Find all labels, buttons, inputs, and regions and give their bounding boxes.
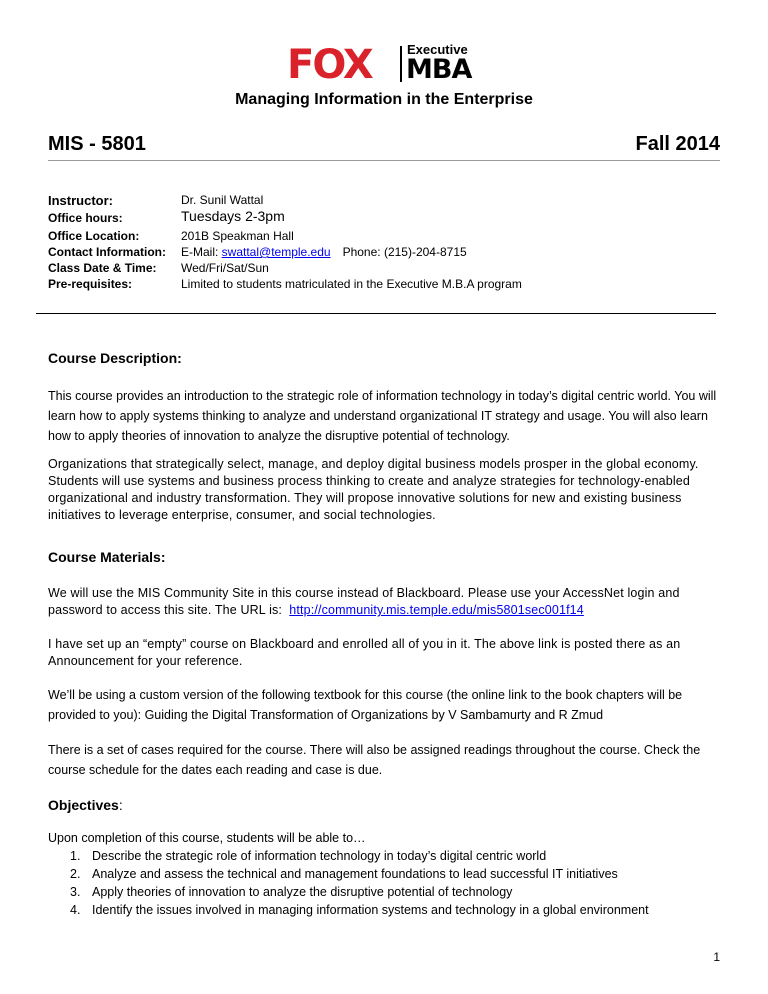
logo-divider [400,46,402,82]
list-item: 4. Identify the issues involved in managing information systems and technology in a global environment [70,903,649,917]
logo-mba-text: MBA [406,54,472,85]
prerequisites-label: Pre-requisites: [48,277,133,291]
email-prefix: E-Mail: [181,245,222,259]
objectives-intro: Upon completion of this course, students will be able to… [48,831,366,845]
office-hours-label: Office hours: [48,211,123,225]
logo-executive-text: Executive [407,42,468,57]
course-description-heading: Course Description: [48,350,182,366]
office-location-label: Office Location: [48,229,140,243]
course-materials-heading: Course Materials: [48,549,166,565]
objectives-heading-colon: : [118,797,123,813]
prerequisites-value: Limited to students matriculated in the Executive M.B.A program [181,277,522,291]
list-item: 2. Analyze and assess the technical and management foundations to lead successful IT initiatives [70,867,618,881]
class-date-label: Class Date & Time: [48,261,157,275]
office-hours-value: Tuesdays 2-3pm [181,208,285,224]
materials-paragraph-2: I have set up an “empty” course on Blackboard and enrolled all of you in it. The above link is posted there as an Announcement for your reference. [48,637,681,668]
materials-paragraph-3: We’ll be using a custom version of the following textbook for this course (the online link to the book chapters will be provided to you): Guiding the Digital Transformation of Organizations by V Sambamurty and R Zmud [48,688,683,722]
instructor-label: Instructor: [48,193,113,208]
materials-paragraph-1 [48,585,720,619]
office-location-value: 201B Speakman Hall [181,229,294,243]
course-term: Fall 2014 [635,133,720,155]
header-divider [48,160,720,161]
email-link[interactable]: swattal@temple.edu [221,245,331,259]
course-description-paragraph-2: Organizations that strategically select, manage, and deploy digital business models prosper in the global economy. Students will use systems and business process thinking to create and analyze strategies for technology-enabled organizational and industry transformation. They will propose innovative solutions for new and existing business initiatives to leverage enterprise, consumer, and social technologies. [48,457,699,522]
objectives-list [48,847,728,927]
class-date-value: Wed/Fri/Sat/Sun [181,261,269,275]
objectives-heading-text: Objectives [48,797,119,813]
list-item: 1. Describe the strategic role of information technology in today’s digital centric world [70,849,547,863]
phone-value: Phone: (215)-204-8715 [342,245,467,259]
document-title: Managing Information in the Enterprise [235,91,533,108]
logo-brand-text: FOX [287,42,372,88]
course-code: MIS - 5801 [48,133,146,155]
objectives-heading [48,796,123,814]
fox-executive-mba-logo [287,42,482,88]
materials-paragraph-1-text: We will use the MIS Community Site in this course instead of Blackboard. Please use your AccessNet login and password to access this site. The URL is: [48,586,680,617]
materials-paragraph-4: There is a set of cases required for the course. There will also be assigned readings throughout the course. Check the course schedule for the dates each reading and case is due. [48,743,701,777]
contact-value [181,245,467,260]
course-description-paragraph-1: This course provides an introduction to the strategic role of information technology in today’s digital centric world. You will learn how to apply systems thinking to analyze and understand organizational IT strategy and usage. You will also learn how to apply theories of innovation to analyze the disruptive potential of technology. [48,389,717,443]
contact-label: Contact Information: [48,245,166,259]
instructor-value: Dr. Sunil Wattal [181,193,264,207]
page-number: 1 [713,950,720,964]
community-site-link[interactable]: http://community.mis.temple.edu/mis5801sec001f14 [289,603,584,617]
list-item: 3. Apply theories of innovation to analyze the disruptive potential of technology [70,885,513,899]
info-divider [36,313,716,314]
